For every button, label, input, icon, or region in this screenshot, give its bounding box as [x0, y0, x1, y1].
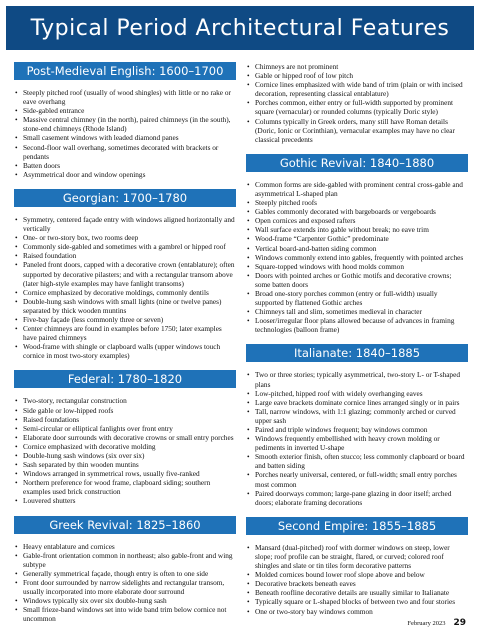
- list-item: • Cornice emphasized by decorative moldings, commonly dentils: [23, 288, 236, 297]
- list-item: • One or two-story bay windows common: [255, 607, 468, 616]
- list-item: • Raised foundation: [23, 251, 236, 260]
- list-item: • Paired doorways common; large-pane glazing in door itself; arched doors; elaborate framing decorations: [255, 489, 468, 507]
- list-item: • Commonly side-gabled and sometimes with a gambrel or hipped roof: [23, 242, 236, 251]
- section-heading: Second Empire: 1855–1885: [246, 517, 468, 535]
- list-item: • Small frieze-band windows set into wide band trim below cornice not uncommon: [23, 605, 236, 623]
- list-item: • Wood-frame “Carpenter Gothic” predominate: [255, 234, 468, 243]
- list-item: • Smooth exterior finish, often stucco; less commonly clapboard or board and batten siding: [255, 452, 468, 470]
- list-item: • Molded cornices bound lower roof slope above and below: [255, 570, 468, 579]
- feature-list: [14, 88, 236, 179]
- list-item: • Windows arranged in symmetrical rows, usually five-ranked: [23, 469, 236, 478]
- list-item: • Chimneys tall and slim, sometimes medieval in character: [255, 307, 468, 316]
- list-item: • Double-hung sash windows (six over six): [23, 451, 236, 460]
- section-continued: [246, 62, 468, 144]
- section-heading: Italianate: 1840–1885: [246, 344, 468, 362]
- list-item: • One- or two-story box, two rooms deep: [23, 233, 236, 242]
- list-item: • Beneath roofline decorative details are usually similar to Italianate: [255, 588, 468, 597]
- list-item: • Symmetry, centered façade entry with windows aligned horizontally and vertically: [23, 215, 236, 233]
- list-item: • Mansard (dual-pitched) roof with dormer windows on steep, lower slope; roof profile can be straight, flared, or curved; colored roof shingles and slate or tin tiles form decorative patterns: [255, 543, 468, 570]
- page-footer: [407, 618, 466, 628]
- page-number: 29: [453, 618, 466, 628]
- list-item: • Five-bay façade (less commonly three or seven): [23, 315, 236, 324]
- section-greek-revival-1825-1860: [14, 516, 236, 624]
- left-column: [14, 62, 236, 633]
- list-item: • Square-topped windows with hood molds common: [255, 262, 468, 271]
- list-item: • Decorative brackets beneath eaves: [255, 579, 468, 588]
- right-column: [246, 62, 468, 626]
- list-item: • Steeply pitched roof (usually of wood shingles) with little or no rake or eave overhang: [23, 88, 236, 106]
- list-item: • Paired and triple windows frequent; bay windows common: [255, 425, 468, 434]
- list-item: • Porches common, either entry or full-width supported by prominent square (vernacular) or rounded columns (typically Doric style): [255, 98, 468, 116]
- feature-list: [246, 543, 468, 616]
- list-item: • Windows frequently embellished with heavy crown molding or pediments in inverted U-shape: [255, 434, 468, 452]
- list-item: • Columns typically in Greek orders, many still have Roman details (Doric, Ionic or Corinthian), vernacular examples may have no clear classical precedents: [255, 117, 468, 144]
- section-heading: Federal: 1780–1820: [14, 370, 236, 388]
- list-item: • Second-floor wall overhang, sometimes decorated with brackets or pendants: [23, 143, 236, 161]
- list-item: • Front door surrounded by narrow sidelights and rectangular transom, usually incorporated into more elaborate door surround: [23, 578, 236, 596]
- list-item: • Windows typically six over six double-hung sash: [23, 596, 236, 605]
- list-item: • Looser/irregular floor plans allowed because of advances in framing technologies (balloon frame): [255, 316, 468, 334]
- list-item: • Typically square or L-shaped blocks of between two and four stories: [255, 597, 468, 606]
- list-item: • Common forms are side-gabled with prominent central cross-gable and asymmetrical L-shaped plan: [255, 180, 468, 198]
- feature-list: [246, 62, 468, 144]
- list-item: • Windows commonly extend into gables, frequently with pointed arches: [255, 253, 468, 262]
- list-item: • Center chimneys are found in examples before 1750; later examples have paired chimneys: [23, 324, 236, 342]
- list-item: • Two-story, rectangular construction: [23, 396, 236, 405]
- list-item: • Low-pitched, hipped roof with widely overhanging eaves: [255, 389, 468, 398]
- list-item: • Louvered shutters: [23, 496, 236, 505]
- section-federal-1780-1820: [14, 370, 236, 505]
- list-item: • Gable or hipped roof of low pitch: [255, 71, 468, 80]
- list-item: • Broad one-story porches common (entry or full-width) usually supported by flattened Gothic arches: [255, 289, 468, 307]
- footer-date: February 2023: [407, 620, 446, 627]
- section-heading: Greek Revival: 1825–1860: [14, 516, 236, 534]
- list-item: • Chimneys are not prominent: [255, 62, 468, 71]
- feature-list: [14, 542, 236, 624]
- list-item: • Massive central chimney (in the north), paired chimneys (in the south), stone-end chimneys (Rhode Island): [23, 115, 236, 133]
- list-item: • Porches nearly universal, centered, or full-width; small entry porches most common: [255, 470, 468, 488]
- list-item: • Heavy entablature and cornices: [23, 542, 236, 551]
- list-item: • Steeply pitched roofs: [255, 198, 468, 207]
- list-item: • Side-gabled entrance: [23, 106, 236, 115]
- feature-list: [14, 215, 236, 361]
- list-item: • Elaborate door surrounds with decorative crowns or small entry porches: [23, 433, 236, 442]
- section-heading: Post-Medieval English: 1600–1700: [14, 62, 236, 80]
- section-heading: Georgian: 1700–1780: [14, 189, 236, 207]
- section-second-empire-1855-1885: [246, 517, 468, 616]
- list-item: • Gables commonly decorated with bargeboards or vergeboards: [255, 207, 468, 216]
- list-item: • Vertical board-and-batten siding common: [255, 244, 468, 253]
- page-title: Typical Period Architectural Features: [6, 6, 474, 50]
- list-item: • Cornice lines emphasized with wide band of trim (plain or with incised decoration, representing classical entablature): [255, 80, 468, 98]
- list-item: • Double-hung sash windows with small lights (nine or twelve panes) separated by thick wooden muntins: [23, 297, 236, 315]
- list-item: • Side gable or low-hipped roofs: [23, 406, 236, 415]
- list-item: • Tall, narrow windows, with 1:1 glazing; commonly arched or curved upper sash: [255, 407, 468, 425]
- section-gothic-revival-1840-1880: [246, 154, 468, 335]
- list-item: • Sash separated by thin wooden muntins: [23, 460, 236, 469]
- list-item: • Gable-front orientation common in northeast; also gable-front and wing subtype: [23, 551, 236, 569]
- list-item: • Raised foundations: [23, 415, 236, 424]
- list-item: • Open cornices and exposed rafters: [255, 216, 468, 225]
- list-item: • Northern preference for wood frame, clapboard siding; southern examples used brick construction: [23, 478, 236, 496]
- list-item: • Cornice emphasized with decorative molding: [23, 442, 236, 451]
- section-italianate-1840-1885: [246, 344, 468, 506]
- list-item: • Large eave brackets dominate cornice lines arranged singly or in pairs: [255, 398, 468, 407]
- section-post-medieval-english-1600-1700: [14, 62, 236, 179]
- list-item: • Asymmetrical door and window openings: [23, 170, 236, 179]
- list-item: • Doors with pointed arches or Gothic motifs and decorative crowns; some batten doors: [255, 271, 468, 289]
- feature-list: [246, 370, 468, 506]
- feature-list: [246, 180, 468, 335]
- list-item: • Batten doors: [23, 161, 236, 170]
- section-heading: Gothic Revival: 1840–1880: [246, 154, 468, 172]
- feature-list: [14, 396, 236, 505]
- list-item: • Generally symmetrical façade, though entry is often to one side: [23, 569, 236, 578]
- list-item: • Wood-frame with shingle or clapboard walls (upper windows touch cornice in most two-story examples): [23, 342, 236, 360]
- list-item: • Two or three stories; typically asymmetrical, two-story L- or T-shaped plans: [255, 370, 468, 388]
- list-item: • Semi-circular or elliptical fanlights over front entry: [23, 424, 236, 433]
- list-item: • Small casement windows with leaded diamond panes: [23, 133, 236, 142]
- list-item: • Paneled front doors, capped with a decorative crown (entablature); often supported by decorative pilasters; and with a rectangular transom above (later high-style examples may have fanlight transoms): [23, 260, 236, 287]
- list-item: • Wall surface extends into gable without break; no eave trim: [255, 225, 468, 234]
- section-georgian-1700-1780: [14, 189, 236, 361]
